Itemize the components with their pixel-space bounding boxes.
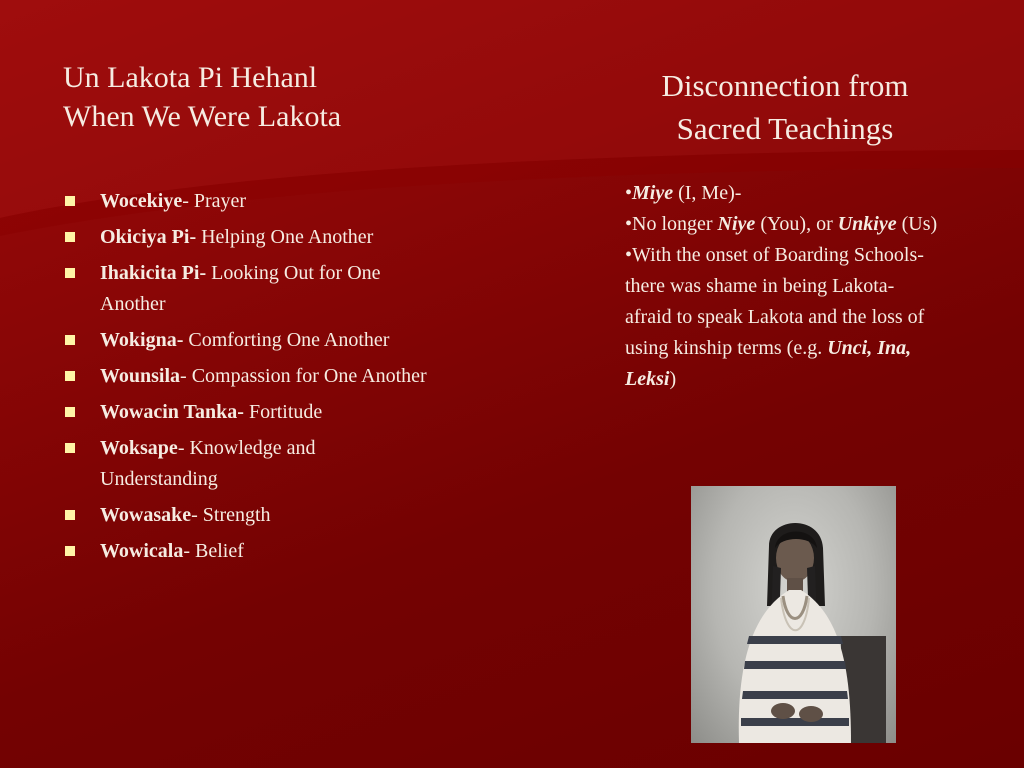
list-item-term: Wounsila bbox=[100, 365, 181, 387]
list-item-desc: - Knowledge and Understanding bbox=[100, 437, 316, 490]
list-item-term: Wowicala bbox=[100, 540, 184, 562]
list-item-term: Okiciya Pi- bbox=[100, 226, 197, 248]
paragraph-no-longer-rest: (Us) bbox=[896, 213, 938, 235]
list-item-desc: - Strength bbox=[191, 504, 271, 526]
square-bullet-icon bbox=[65, 443, 75, 453]
square-bullet-icon bbox=[65, 371, 75, 381]
list-item-desc: Helping One Another bbox=[196, 226, 374, 248]
paragraph-no-longer-mid: (You), or bbox=[755, 213, 838, 235]
list-item-term: Woksape bbox=[100, 437, 178, 459]
list-item-desc: - Belief bbox=[183, 540, 244, 562]
list-item bbox=[62, 397, 432, 428]
square-bullet-icon bbox=[65, 196, 75, 206]
portrait-illustration bbox=[691, 486, 896, 743]
list-item bbox=[62, 361, 432, 392]
square-bullet-icon bbox=[65, 268, 75, 278]
right-title bbox=[600, 64, 970, 150]
bullet-dot: • bbox=[625, 182, 633, 204]
right-title-line1: Disconnection from bbox=[661, 68, 909, 103]
values-list bbox=[62, 186, 432, 572]
paragraph-miye bbox=[625, 178, 945, 209]
list-item-term: Wokigna- bbox=[100, 329, 184, 351]
left-title bbox=[63, 58, 483, 136]
portrait-photo bbox=[691, 486, 896, 743]
list-item bbox=[62, 536, 432, 567]
right-title-line2: Sacred Teachings bbox=[676, 111, 894, 146]
list-item bbox=[62, 186, 432, 217]
square-bullet-icon bbox=[65, 232, 75, 242]
list-item-desc: Comforting One Another bbox=[183, 329, 390, 351]
list-item-desc: Fortitude bbox=[243, 401, 323, 423]
left-title-line2: When We Were Lakota bbox=[63, 100, 342, 133]
paragraph-miye-rest: (I, Me)- bbox=[673, 182, 742, 204]
list-item-desc: Looking Out for One Another bbox=[100, 262, 381, 315]
paragraph-boarding-text: •With the onset of Boarding Schools- there was shame in being Lakota- afraid to speak Lakota and the loss of using kinship terms (e.g. bbox=[625, 244, 925, 359]
term-niye: Niye bbox=[717, 213, 756, 235]
list-item-term: Wocekiye bbox=[100, 190, 183, 212]
list-item-term: Wowacin Tanka- bbox=[100, 401, 244, 423]
list-item-desc: - Compassion for One Another bbox=[180, 365, 427, 387]
paragraph-boarding-schools bbox=[625, 240, 945, 395]
right-body bbox=[625, 178, 945, 395]
paragraph-boarding-close: ) bbox=[669, 368, 677, 390]
square-bullet-icon bbox=[65, 335, 75, 345]
list-item bbox=[62, 500, 432, 531]
left-title-line1: Un Lakota Pi Hehanl bbox=[63, 61, 318, 94]
term-unkiye: Unkiye bbox=[837, 213, 897, 235]
list-item-term: Wowasake bbox=[100, 504, 192, 526]
list-item-term: Ihakicita Pi- bbox=[100, 262, 207, 284]
kinship-terms: Unci, Ina, Leksi bbox=[625, 337, 912, 390]
list-item bbox=[62, 258, 432, 320]
list-item bbox=[62, 325, 432, 356]
paragraph-no-longer-prefix: •No longer bbox=[625, 213, 718, 235]
paragraph-no-longer bbox=[625, 209, 945, 240]
square-bullet-icon bbox=[65, 407, 75, 417]
list-item bbox=[62, 433, 432, 495]
list-item-desc: - Prayer bbox=[182, 190, 247, 212]
term-miye: Miye bbox=[632, 182, 674, 204]
list-item bbox=[62, 222, 432, 253]
square-bullet-icon bbox=[65, 546, 75, 556]
square-bullet-icon bbox=[65, 510, 75, 520]
